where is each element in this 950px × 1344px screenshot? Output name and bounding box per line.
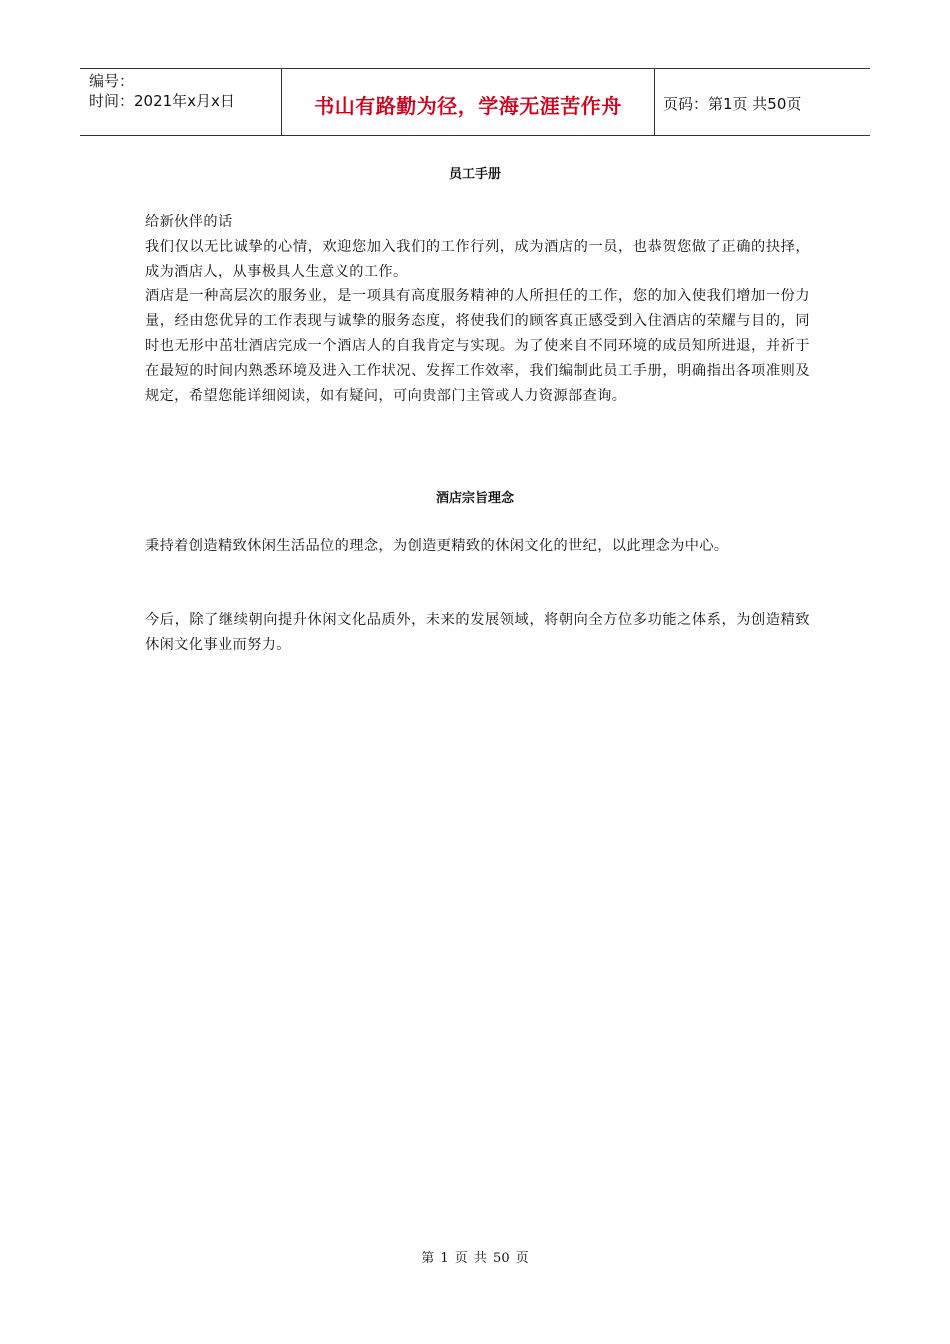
document-header [80, 68, 870, 136]
section-title: 酒店宗旨理念 [435, 491, 514, 506]
motto-text: 书山有路勤为径，学海无涯苦作舟 [314, 93, 622, 118]
serial-number-label: 编号： [89, 72, 135, 90]
header-page-cell [655, 69, 870, 135]
section-paragraph [145, 608, 810, 658]
page-footer: 第 1 页 共 50 页 [421, 1251, 529, 1266]
section-paragraph [145, 534, 810, 559]
document-title: 员工手册 [448, 167, 501, 182]
greeting-paragraph: 酒店是一种高层次的服务业，是一项具有高度服务精神的人所担任的工作，您的加入使我们增加一份力量，经由您优异的工作表现与诚挚的服务态度，将使我们的顾客真正感受到入住酒店的荣耀与目的，同时也无形中茁壮酒店完成一个酒店人的自我肯定与实现。为了使来自不同环境的成员知所进退，并祈于在最短的时间内熟悉环境及进入工作状况、发挥工作效率，我们编制此员工手册，明确指出各项准则及规定，希望您能详细阅读，如有疑问，可向贵部门主管或人力资源部查询。 [145, 288, 810, 404]
greeting-paragraph: 我们仅以无比诚挚的心情，欢迎您加入我们的工作行列，成为酒店的一员，也恭贺您做了正确的抉择，成为酒店人，从事极具人生意义的工作。 [145, 238, 810, 280]
greeting-section [145, 210, 810, 408]
date-label: 时间：2021年x月x日 [89, 92, 235, 110]
header-motto-cell [281, 69, 655, 135]
section-paragraph-text: 今后，除了继续朝向提升休闲文化品质外，未来的发展领域，将朝向全方位多功能之体系，为创造精致休闲文化事业而努力。 [145, 612, 810, 653]
header-meta-cell [80, 69, 281, 135]
greeting-heading: 给新伙伴的话 [145, 214, 233, 230]
section-paragraph-text: 秉持着创造精致休闲生活品位的理念，为创造更精致的休闲文化的世纪，以此理念为中心。 [145, 538, 729, 554]
page-info: 页码：第1页 共50页 [663, 94, 802, 113]
